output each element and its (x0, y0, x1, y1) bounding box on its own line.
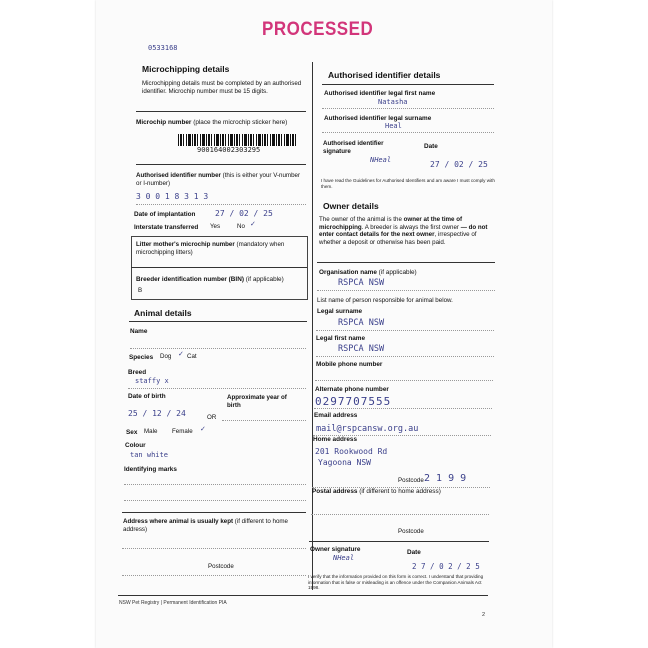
reference-number: 0533168 (148, 44, 178, 52)
animal-address-label: Address where animal is usually kept (if different to home address) (123, 518, 288, 533)
owner-signature-value: NHeal (333, 554, 355, 562)
sex-label: Sex (126, 429, 138, 436)
auth-signature-value: NHeal (370, 156, 392, 164)
mobile-label: Mobile phone number (316, 361, 383, 368)
owner-declaration: I verify that the information provided on this form is correct. I understand that providing information that is false or misleading is an offence under the Companion Animals Act 1998. (308, 574, 484, 591)
animal-postcode-label: Postcode (208, 563, 234, 570)
email-label: Email address (314, 412, 358, 419)
sex-female-check: ✓ (200, 426, 206, 433)
auth-surname-value: Heal (385, 122, 402, 130)
owner-date-value: 2 7 / 0 2 / 2 5 (412, 562, 480, 571)
species-label: Species (129, 354, 154, 361)
dob-label: Date of birth (128, 393, 166, 400)
owner-heading: Owner details (323, 201, 379, 211)
marks-label: Identifying marks (124, 466, 177, 473)
microchip-heading: Microchipping details (142, 64, 230, 74)
colour-value: tan white (130, 451, 168, 459)
home-address-line2: Yagoona NSW (318, 458, 371, 467)
interstate-no-check: ✓ (250, 221, 256, 228)
page-number: 2 (482, 612, 486, 618)
auth-first-name-label: Authorised identifier legal first name (324, 90, 436, 97)
breed-value: staffy x (135, 377, 169, 385)
identifier-number-value: 3 0 0 1 8 3 1 3 (136, 192, 209, 201)
postal-postcode-label: Postcode (398, 528, 424, 535)
alt-phone-value: 0297707555 (315, 395, 392, 408)
auth-signature-label: Authorised identifier signature (323, 140, 384, 155)
email-value: mail@rspcansw.org.au (316, 424, 419, 434)
bin-prefix: B (138, 287, 143, 294)
colour-label: Colour (125, 442, 146, 449)
owner-signature-label: Owner signature (310, 546, 361, 553)
breed-label: Breed (128, 369, 147, 376)
approx-year-label: Approximate year of birth (227, 394, 287, 409)
microchip-barcode (178, 134, 296, 146)
org-value: RSPCA NSW (338, 278, 385, 288)
interstate-yes[interactable]: Yes (210, 223, 221, 230)
alt-phone-label: Alternate phone number (315, 386, 389, 393)
interstate-label: Interstate transferred (134, 224, 199, 231)
home-address-line1: 201 Rookwood Rd (315, 447, 388, 456)
animal-heading: Animal details (134, 308, 192, 318)
litter-label: Litter mother's microchip number (mandatory when microchipping litters) (136, 241, 285, 256)
home-postcode-label: Postcode (398, 477, 424, 484)
auth-declaration: I have read the Guidelines for Authorised Identifiers and am aware I must comply with them. (321, 178, 495, 189)
auth-surname-label: Authorised identifier legal surname (324, 115, 432, 122)
microchip-number-value: 900164002303295 (197, 146, 261, 154)
implant-date-label: Date of implantation (134, 211, 196, 218)
animal-name-label: Name (130, 328, 148, 335)
authorised-heading: Authorised identifier details (328, 70, 441, 80)
dob-value: 25 / 12 / 24 (128, 409, 186, 418)
interstate-no[interactable]: No (237, 223, 245, 230)
microchip-intro: Microchipping details must be completed by an authorised identifier. Microchip number must be 15 digits. (142, 80, 302, 95)
owner-date-label: Date (407, 549, 421, 556)
owner-surname-value: RSPCA NSW (338, 318, 385, 328)
sex-female[interactable]: Female (172, 428, 193, 435)
home-postcode-value: 2 1 9 9 (424, 473, 467, 484)
species-dog[interactable]: Dog (160, 353, 172, 360)
owner-intro: The owner of the animal is the owner at the time of microchipping. A breeder is always the first owner — do not enter contact details for the next owner, irrespective of whether a deposit or otherwise has been paid. (319, 216, 488, 246)
auth-date-label: Date (424, 143, 438, 150)
footer-text: NSW Pet Registry | Permanent Identification PIA (119, 600, 227, 606)
implant-date-value: 27 / 02 / 25 (215, 209, 273, 218)
bin-label: Breeder identification number (BIN) (if applicable) (136, 276, 284, 283)
owner-first-name-label: Legal first name (316, 335, 366, 342)
home-address-label: Home address (313, 436, 358, 443)
identifier-number-label: Authorised identifier number (this is either your V-number or I-number) (136, 172, 301, 187)
owner-first-name-value: RSPCA NSW (338, 344, 385, 354)
sex-male[interactable]: Male (144, 428, 158, 435)
owner-surname-label: Legal surname (317, 308, 363, 315)
auth-first-name-value: Natasha (378, 98, 408, 106)
species-cat[interactable]: Cat (187, 353, 197, 360)
auth-date-value: 27 / 02 / 25 (430, 160, 488, 169)
species-cat-check: ✓ (178, 351, 184, 358)
org-label: Organisation name (if applicable) (319, 269, 417, 276)
postal-address-label: Postal address (if different to home address) (312, 488, 441, 495)
microchip-number-label: Microchip number (place the microchip sticker here) (136, 119, 288, 126)
processed-stamp: PROCESSED (262, 17, 374, 40)
dob-or: OR (207, 414, 217, 421)
owner-list-note: List name of person responsible for animal below. (317, 297, 453, 304)
